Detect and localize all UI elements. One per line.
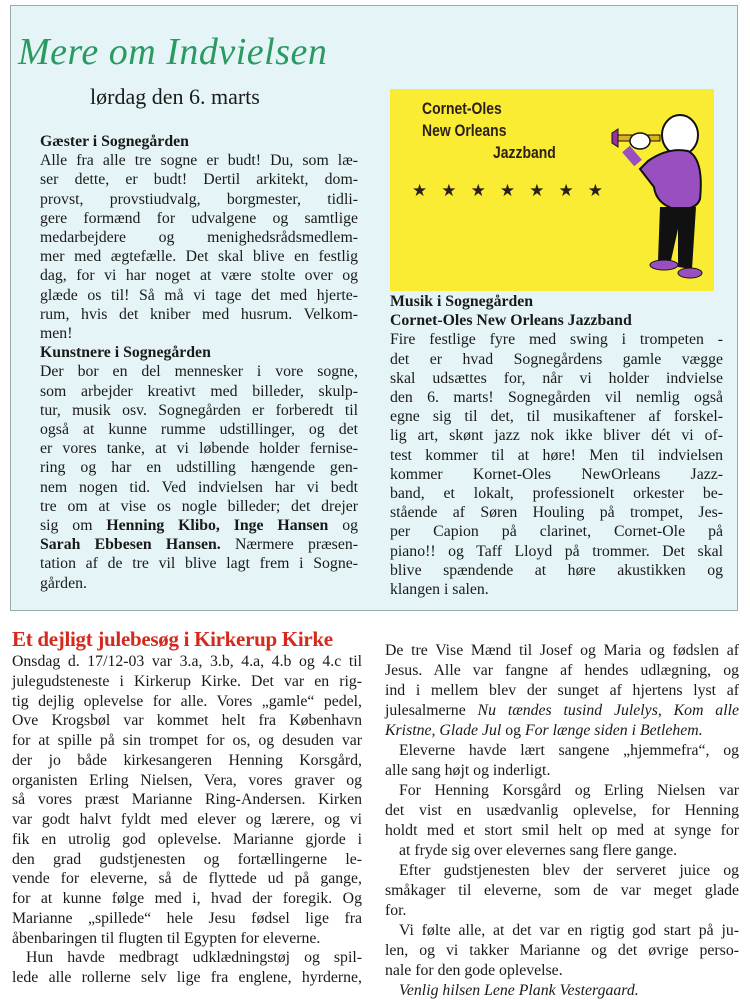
page-title: Mere om Indvielsen bbox=[18, 31, 328, 73]
text-line: Kristne, Glade Jul og For længe siden i Betlehem. bbox=[385, 722, 703, 739]
bold-name: Henning Klibo, Inge Hansen bbox=[106, 517, 329, 535]
text-line: lig art, skønt jazz nok ikke bliver dét vi of- bbox=[390, 427, 723, 445]
text-line: men! bbox=[40, 325, 73, 343]
poster-line-2: New Orleans bbox=[422, 121, 507, 140]
text-section bbox=[385, 741, 739, 781]
text-line: tig dejlig oplevelse for alle. Vores „gamle“ pedel, bbox=[12, 692, 362, 710]
article-heading: Et dejligt julebesøg i Kirkerup Kirke bbox=[12, 627, 333, 651]
text-line: at fryde sig over elevernes sang flere gange. bbox=[399, 842, 678, 859]
text-line: så vores præst Marianne Ring-Andersen. Kirken bbox=[12, 791, 362, 809]
text-line: piano!! og Taff Lloyd på trommer. Det skal bbox=[390, 542, 723, 560]
text-section bbox=[385, 781, 739, 861]
text-line: sig om Henning Klibo, Inge Hansen og bbox=[40, 517, 358, 535]
text-line: Hun havde medbragt udklædningstøj og spil- bbox=[26, 949, 362, 967]
right-column bbox=[390, 292, 723, 599]
text-line: julegudsteneste i Kirkerup Kirke. Det var en rig- bbox=[12, 672, 362, 690]
text-line: var godt halvt fyldt med elever og lærere, og vi bbox=[12, 811, 362, 828]
text-section bbox=[385, 641, 739, 741]
text-line: blive spændende at høre akustikken og bbox=[390, 561, 723, 579]
bold-name: Sarah Ebbesen Hansen. bbox=[40, 536, 221, 554]
text-line: provst, provstiudvalg, borgmester, tidli- bbox=[40, 190, 358, 208]
text-line: julesalmerne Nu tændes tusind Julelys, Kom alle bbox=[385, 702, 739, 719]
star-icon: ★ bbox=[529, 181, 545, 200]
text-line: der jo både kirkesangeren Henning Korsgård, bbox=[12, 751, 362, 769]
text-line: band, et lokalt, professionelt orkester be- bbox=[390, 485, 723, 503]
text-line: mer med ægtefælle. Det skal blive en festlig bbox=[40, 248, 358, 266]
text-line: egne sig til det, til musikaftener af forskel- bbox=[390, 408, 723, 426]
text-line: for at spille på sin trompet for os, og desuden var bbox=[12, 732, 362, 749]
poster-line-1: Cornet-Oles bbox=[422, 99, 502, 118]
left-column bbox=[40, 132, 358, 593]
section-subheading: Cornet-Oles New Orleans Jazzband bbox=[390, 312, 632, 330]
text-line: tation af de tre vil blive lagt frem i Sogne- bbox=[40, 555, 358, 573]
text-line: for at kunne følge med i, hvad der foregik. Og bbox=[12, 890, 362, 907]
text-section bbox=[40, 132, 358, 343]
text-line: lede alle rollerne selv lige fra englene, hyrderne, bbox=[12, 969, 362, 986]
text-line: det er hvad Sognegårdens gamle vægge bbox=[390, 350, 723, 368]
text-line: Jesus. Alle var fangne af hendes udlægning, og bbox=[385, 662, 739, 679]
text-line: per Capion på clarinet, Cornet-Ole på bbox=[390, 523, 723, 541]
text-line: Ove Krogsbøl var kommet helt fra København bbox=[12, 712, 362, 730]
text-line: Der bor en del mennesker i vore sogne, bbox=[40, 363, 358, 381]
text-line: nale for den gode oplevelse. bbox=[385, 962, 563, 979]
text-line: Onsdag d. 17/12-03 var 3.a, 3.b, 4.a, 4.b og 4.c til bbox=[12, 653, 362, 670]
italic-text: Nu tændes tusind Julelys, Kom alle bbox=[477, 702, 739, 719]
text-line: stående af Søren Houling på trompet, Jes- bbox=[390, 504, 723, 522]
article-left-column bbox=[12, 652, 362, 988]
text-line: nem nogen tid. Ved indvielsen har vi bedt bbox=[40, 478, 358, 496]
text-line: tre om at vise os nogle billeder; det drejer bbox=[40, 497, 358, 515]
star-icon: ★ bbox=[441, 181, 457, 200]
text-line: len, og vi takker Marianne og det øvrige perso- bbox=[385, 942, 739, 959]
text-line: rum, hvis det kniber med husrum. Velkom- bbox=[40, 305, 358, 323]
poster-line-3: Jazzband bbox=[493, 143, 556, 162]
text-line: Sarah Ebbesen Hansen. Nærmere præsen- bbox=[40, 536, 358, 554]
text-section bbox=[12, 652, 362, 948]
text-line: glæde os til! Så må vi tage det med hjerte- bbox=[40, 286, 358, 304]
text-line bbox=[385, 981, 739, 1001]
text-section bbox=[390, 292, 723, 599]
text-line: tur, musik osv. Sognegården er forberedt til bbox=[40, 401, 358, 419]
text-line: kommer Kornet-Oles NewOrleans Jazz- bbox=[390, 465, 723, 483]
text-line: Alle fra alle tre sogne er budt! Du, som læ- bbox=[40, 152, 358, 170]
text-line: ind i mellem blev der sunget af hjertens lyst af bbox=[385, 682, 739, 699]
trumpet-player-illustration bbox=[608, 89, 708, 289]
text-line: gere formænd for udvalgene og samtlige bbox=[40, 209, 358, 227]
star-icon: ★ bbox=[587, 181, 604, 200]
text-line: for. bbox=[385, 902, 407, 919]
text-line: alle sang højt og inderligt. bbox=[385, 762, 551, 779]
jazzband-poster bbox=[390, 89, 714, 291]
text-line: organisten Erling Nielsen, Vera, vores graver og bbox=[12, 771, 362, 789]
page-subtitle: lørdag den 6. marts bbox=[90, 84, 260, 109]
text-line: medarbejdere og menighedsrådsmedlem- bbox=[40, 229, 358, 247]
text-line: er vores tanke, at vi løbende holder fernise- bbox=[40, 440, 358, 458]
text-section bbox=[385, 981, 739, 1001]
text-line: klangen i salen. bbox=[390, 581, 489, 599]
italic-text: Venlig hilsen Lene Plank Vestergaard. bbox=[399, 982, 639, 999]
italic-text: Kristne, Glade Jul bbox=[385, 722, 502, 739]
section-heading: Musik i Sognegården bbox=[390, 293, 534, 310]
text-section bbox=[385, 861, 739, 921]
text-section bbox=[385, 921, 739, 981]
section-heading: Gæster i Sognegården bbox=[40, 133, 189, 150]
text-line: den 6. marts! Sognegården vil nemlig også bbox=[390, 389, 723, 407]
text-line: Eleverne havde lært sangene „hjemmefra“, og bbox=[399, 742, 739, 759]
text-line: åbenbaringen til flugten til Egypten for eleverne. bbox=[12, 929, 321, 947]
text-line: småkager til eleverne, som de var meget glade bbox=[385, 882, 739, 899]
text-line: Marianne „spillede“ hele Jesu fødsel lige fra bbox=[12, 909, 362, 927]
text-line: som arbejder kreativt med billeder, skulp- bbox=[40, 382, 358, 400]
text-line: Efter gudstjenesten blev der serveret juice og bbox=[399, 862, 739, 879]
text-line: den grad gudstjenesten og fortællingerne le- bbox=[12, 850, 362, 868]
text-line: ser dette, er budt! Dertil arkitekt, dom- bbox=[40, 171, 358, 189]
text-line: holdt med et stort smil helt op med at synge for bbox=[385, 822, 739, 839]
text-line: skal udsættes for, når vi holder indvielse bbox=[390, 369, 723, 387]
text-line: også at kunne rumme udstillinger, og det bbox=[40, 421, 358, 439]
section-heading: Kunstnere i Sognegården bbox=[40, 344, 211, 362]
text-line: De tre Vise Mænd til Josef og Maria og fødslen af bbox=[385, 642, 739, 659]
star-icon: ★ bbox=[412, 181, 428, 200]
text-line: test kommer til at høre! Men til indvielsen bbox=[390, 446, 723, 464]
text-line: Fire festlige fyre med swing i trompeten - bbox=[390, 331, 723, 349]
star-icon: ★ bbox=[499, 181, 516, 200]
article-right-column bbox=[385, 641, 739, 1001]
star-icon: ★ bbox=[558, 181, 574, 200]
text-section bbox=[40, 343, 358, 593]
text-line: For Henning Korsgård og Erling Nielsen var bbox=[399, 782, 739, 799]
text-section bbox=[12, 948, 362, 988]
text-line: det vist en usædvanlig oplevelse, for Henning bbox=[385, 802, 739, 819]
text-line: dag, for vi har noget at være stolte over og bbox=[40, 267, 358, 285]
text-line: fik en utrolig god oplevelse. Marianne gjorde i bbox=[12, 830, 362, 848]
text-line: Vi følte alle, at det var en rigtig god start på ju- bbox=[399, 922, 739, 939]
text-line: vende for eleverne, så de flyttede ud på gange, bbox=[12, 870, 362, 888]
star-icon: ★ bbox=[470, 181, 486, 200]
text-line: gården. bbox=[40, 574, 87, 592]
italic-text: For længe siden i Betlehem. bbox=[524, 722, 703, 739]
text-line: ring og har en udstilling hængende gen- bbox=[40, 459, 358, 477]
